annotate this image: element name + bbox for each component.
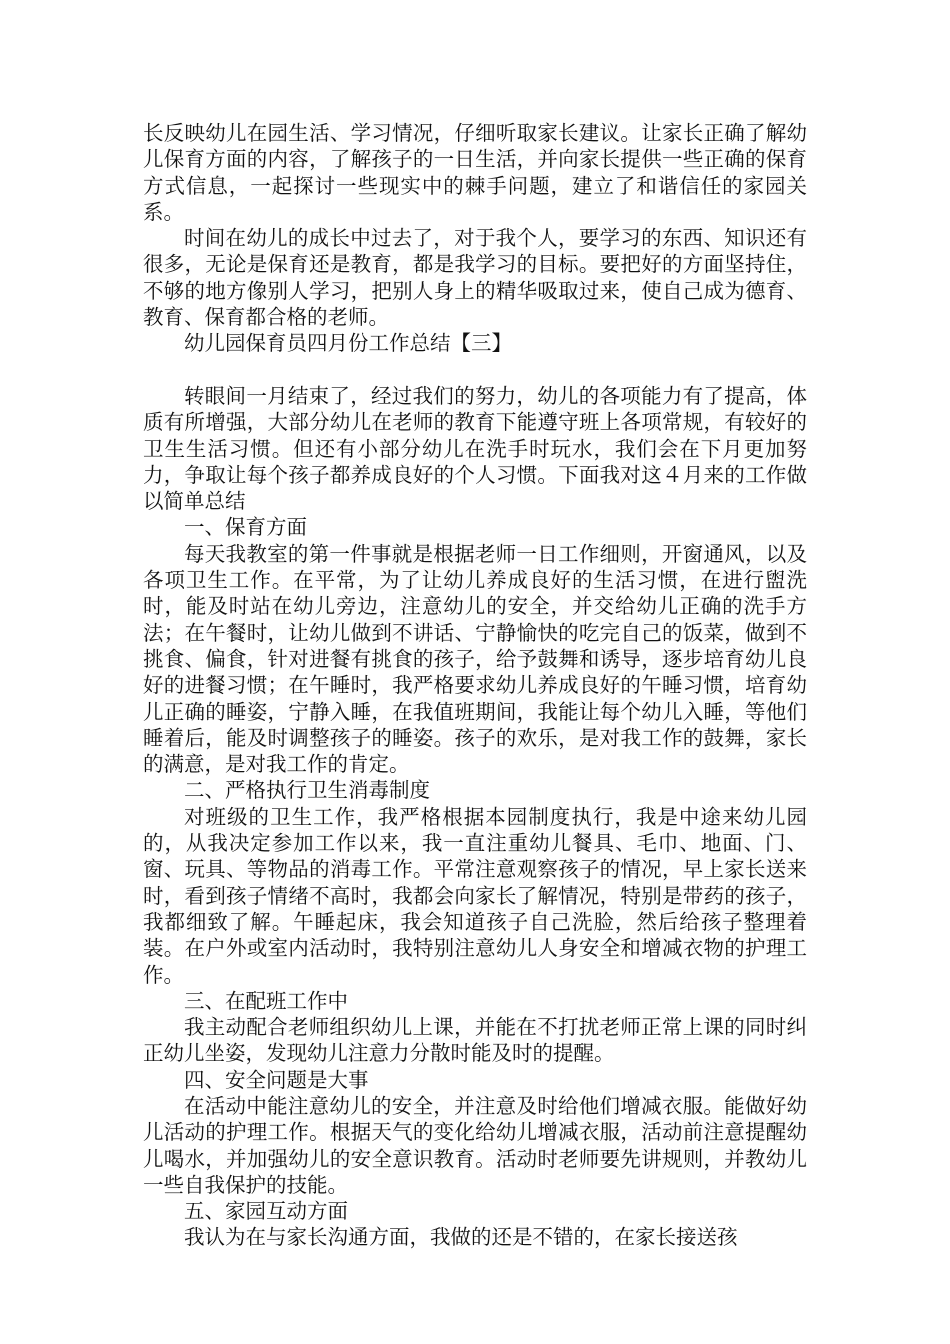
heading-care: 一、保育方面: [184, 515, 307, 540]
heading-hygiene: 二、严格执行卫生消毒制度: [184, 778, 430, 803]
paragraph-safety: 在活动中能注意幼儿的安全，并注意及时给他们增减衣服。能做好幼儿活动的护理工作。根据天气的变化给幼儿增减衣服，活动前注意提醒幼儿喝水，并加强幼儿的安全意识教育。活动时老师要先讲规则，并教幼儿一些自我保护的技能。: [143, 1093, 807, 1197]
paragraph-continuation: 长反映幼儿在园生活、学习情况，仔细听取家长建议。让家长正确了解幼儿保育方面的内容，了解孩子的一日生活，并向家长提供一些正确的保育方式信息，一起探讨一些现实中的棘手问题，建立了和谐信任的家园关系。: [143, 121, 807, 224]
heading-safety: 四、安全问题是大事: [184, 1067, 369, 1092]
paragraph-assistant-work: 我主动配合老师组织幼儿上课，并能在不打扰老师正常上课的同时纠正幼儿坐姿，发现幼儿注意力分散时能及时的提醒。: [143, 1015, 807, 1066]
paragraph-intro: 转眼间一月结束了，经过我们的努力，幼儿的各项能力有了提高，体质有所增强，大部分幼儿在老师的教育下能遵守班上各项常规，有较好的卫生生活习惯。但还有小部分幼儿在洗手时玩水，我们会在下月更加努力，争取让每个孩子都养成良好的个人习惯。下面我对这４月来的工作做以简单总结: [143, 383, 807, 514]
section-title: 幼儿园保育员四月份工作总结【三】: [184, 331, 512, 356]
heading-assistant-work: 三、在配班工作中: [184, 988, 348, 1013]
blank-line: [143, 357, 807, 383]
heading-home-school: 五、家园互动方面: [184, 1199, 348, 1224]
document-page: [143, 120, 807, 1251]
paragraph-care: 每天我教室的第一件事就是根据老师一日工作细则，开窗通风，以及各项卫生工作。在平常，为了让幼儿养成良好的生活习惯，在进行盥洗时，能及时站在幼儿旁边，注意幼儿的安全，并交给幼儿正确的洗手方法；在午餐时，让幼儿做到不讲话、宁静愉快的吃完自己的饭菜，做到不挑食、偏食，针对进餐有挑食的孩子，给予鼓舞和诱导，逐步培育幼儿良好的进餐习惯；在午睡时，我严格要求幼儿养成良好的午睡习惯，培育幼儿正确的睡姿，宁静入睡，在我值班期间，我能让每个幼儿入睡，等他们睡着后，能及时调整孩子的睡姿。孩子的欢乐，是对我工作的鼓舞，家长的满意，是对我工作的肯定。: [143, 541, 807, 777]
paragraph-reflection: 时间在幼儿的成长中过去了，对于我个人，要学习的东西、知识还有很多，无论是保育还是教育，都是我学习的目标。要把好的方面坚持住，不够的地方像别人学习，把别人身上的精华吸取过来，使自己成为德育、教育、保育都合格的老师。: [143, 226, 807, 330]
paragraph-hygiene: 对班级的卫生工作，我严格根据本园制度执行，我是中途来幼儿园的，从我决定参加工作以来，我一直注重幼儿餐具、毛巾、地面、门、窗、玩具、等物品的消毒工作。平常注意观察孩子的情况，早上家长送来时，看到孩子情绪不高时，我都会向家长了解情况，特别是带药的孩子，我都细致了解。午睡起床，我会知道孩子自己洗脸，然后给孩子整理着装。在户外或室内活动时，我特别注意幼儿人身安全和增减衣物的护理工作。: [143, 804, 807, 987]
paragraph-home-school: 我认为在与家长沟通方面，我做的还是不错的，在家长接送孩: [184, 1225, 738, 1250]
